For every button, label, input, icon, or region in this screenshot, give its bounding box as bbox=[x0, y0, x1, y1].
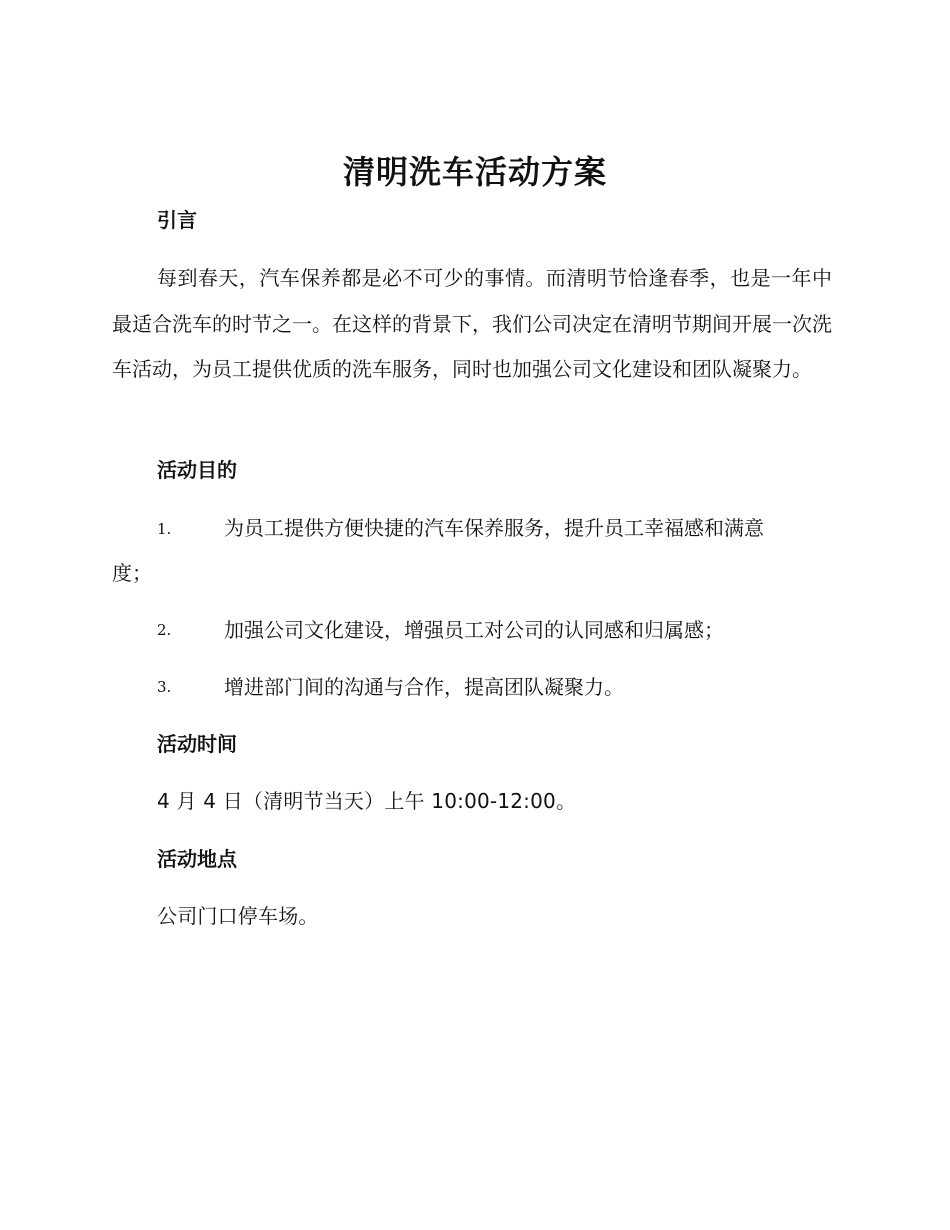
section-heading-intro: 引言 bbox=[157, 208, 197, 232]
activity-location-text: 公司门口停车场。 bbox=[157, 904, 319, 928]
document-title: 清明洗车活动方案 bbox=[342, 153, 607, 191]
section-heading-time: 活动时间 bbox=[157, 732, 237, 756]
intro-paragraph: 每到春天，汽车保养都是必不可少的事情。而清明节恰逢春季，也是一年中最适合洗车的时节之一。在这样的背景下，我们公司决定在清明节期间开展一次洗车活动，为员工提供优质的洗车服务，同时也加强公司文化建设和团队凝聚力。 bbox=[112, 266, 832, 381]
section-heading-location: 活动地点 bbox=[157, 847, 237, 871]
list-item-text: 增进部门间的沟通与合作，提高团队凝聚力。 bbox=[224, 675, 624, 699]
list-item-number: 1. bbox=[157, 520, 172, 538]
list-item-text: 加强公司文化建设，增强员工对公司的认同感和归属感； bbox=[224, 618, 724, 642]
section-heading-purpose: 活动目的 bbox=[157, 458, 237, 482]
list-item-number: 2. bbox=[157, 621, 172, 639]
activity-time-text: 4 月 4 日（清明节当天）上午 10:00-12:00。 bbox=[157, 789, 577, 813]
list-item-number: 3. bbox=[157, 678, 172, 696]
list-item-text: 为员工提供方便快捷的汽车保养服务，提升员工幸福感和满意 bbox=[224, 516, 764, 540]
list-item-text-continuation: 度； bbox=[112, 561, 152, 585]
